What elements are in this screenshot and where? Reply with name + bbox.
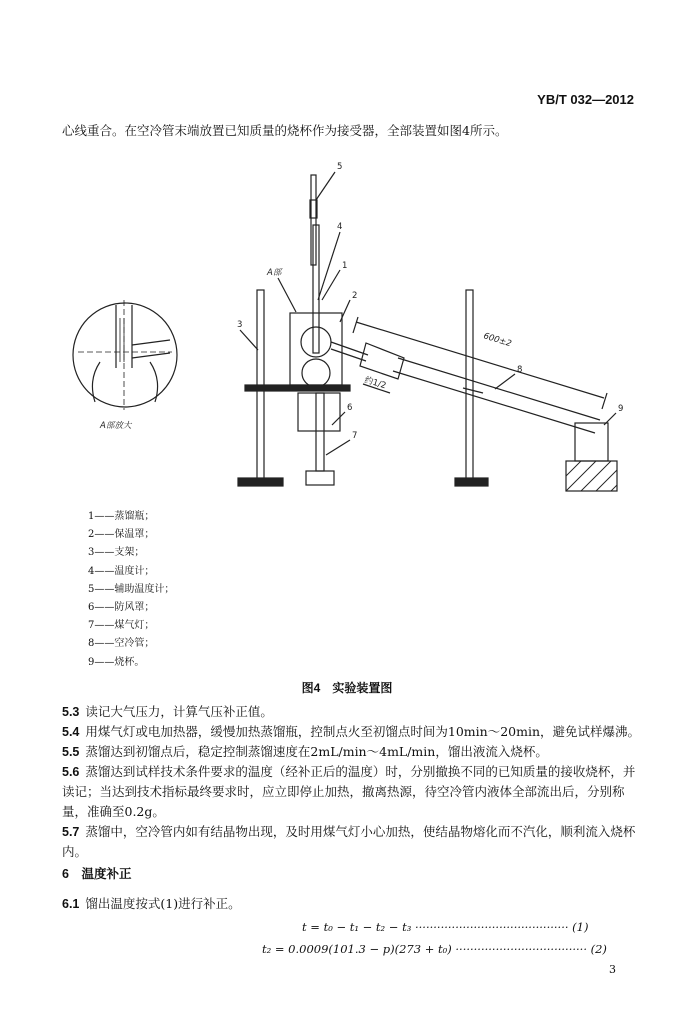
standard-number: YB/T 032—2012 xyxy=(537,92,634,107)
callout-3: 3 xyxy=(237,320,243,330)
callout-2: 2 xyxy=(352,291,358,301)
step-5-6 xyxy=(62,762,642,822)
step-number: 5.5 xyxy=(62,745,80,759)
callout-9: 9 xyxy=(618,404,624,414)
step-number: 6.1 xyxy=(62,897,80,911)
step-text: 蒸馏中，空冷管内如有结晶物出现，及时用煤气灯小心加热，使结晶物熔化而不汽化，顺利流入烧杯内。 xyxy=(62,824,636,859)
legend-item: 2——保温罩； xyxy=(88,529,155,541)
legend-item: 3——支架； xyxy=(88,547,145,559)
formula-1: t = t₀ − t₁ − t₂ − t₃ ·········································· (1) xyxy=(302,920,589,934)
legend-item: 9——烧杯。 xyxy=(88,656,145,668)
step-5-7 xyxy=(62,822,642,862)
dim-600 xyxy=(356,322,604,398)
step-text: 蒸馏达到试样技术条件要求的温度（经补正后的温度）时，分别撤换不同的已知质量的接收烧杯，并读记；当达到技术指标最终要求时，应立即停止加热，撤离热源，待空冷管内液体全部流出后，分别称量，准确至0.2g。 xyxy=(62,764,636,819)
wind-shield xyxy=(298,393,340,431)
apparatus-figure xyxy=(0,150,694,495)
intro-line: 心线重合。在空冷管末端放置已知质量的烧杯作为接受器，全部装置如图4所示。 xyxy=(62,123,508,138)
connector-sleeve xyxy=(360,343,404,379)
step-text: 用煤气灯或电加热器，缓慢加热蒸馏瓶，控制点火至初馏点时间为10min～20min，避免试样爆沸。 xyxy=(85,724,641,739)
formula-2: t₂ = 0.0009(101.3 − p)(273 + t₀) ···································· (2) xyxy=(262,942,607,956)
dim-half-label: 约1/2 xyxy=(363,375,388,392)
flask-lower xyxy=(302,359,330,387)
callout-7: 7 xyxy=(352,431,358,441)
callout-5: 5 xyxy=(337,162,343,172)
step-text: 读记大气压力，计算气压补正值。 xyxy=(85,704,273,719)
legend-item: 4——温度计； xyxy=(88,565,155,577)
legend-item: 7——煤气灯； xyxy=(88,620,155,632)
step-text: 蒸馏达到初馏点后，稳定控制蒸馏速度在2mL/min～4mL/min，馏出液流入烧杯。 xyxy=(85,744,548,759)
burner-base xyxy=(306,471,334,485)
figure-caption: 图4 实验装置图 xyxy=(301,681,393,695)
step-6-1 xyxy=(62,894,642,914)
legend-item: 6——防风罩； xyxy=(88,602,155,614)
page-number: 3 xyxy=(609,963,616,976)
detail-label: A部放大 xyxy=(100,421,132,431)
heat-shield xyxy=(290,313,342,385)
section-heading: 6 温度补正 xyxy=(62,867,132,881)
legend-item: 5——辅助温度计； xyxy=(88,583,175,595)
step-number: 5.4 xyxy=(62,725,80,739)
step-number: 5.6 xyxy=(62,765,80,779)
step-5-3 xyxy=(62,702,642,722)
stand-right xyxy=(466,290,473,482)
air-condenser xyxy=(393,358,600,433)
callout-1: 1 xyxy=(342,261,348,271)
step-5-5 xyxy=(62,742,642,762)
detail-circle xyxy=(73,303,177,407)
burner-stem xyxy=(316,393,324,471)
callout-4: 4 xyxy=(337,222,343,232)
step-number: 5.7 xyxy=(62,825,80,839)
legend-item: 8——空冷管； xyxy=(88,638,155,650)
detail-side-tube xyxy=(132,340,170,358)
step-text: 馏出温度按式(1)进行补正。 xyxy=(85,896,241,911)
callout-8: 8 xyxy=(517,365,523,375)
callout-6: 6 xyxy=(347,403,353,413)
figure-legend xyxy=(88,508,174,672)
step-5-4 xyxy=(62,722,642,742)
part-a-label: A部 xyxy=(267,268,282,278)
legend-item: 1——蒸馏瓶； xyxy=(88,511,155,522)
dim-600-label: 600±2 xyxy=(482,331,513,350)
step-number: 5.3 xyxy=(62,705,80,719)
